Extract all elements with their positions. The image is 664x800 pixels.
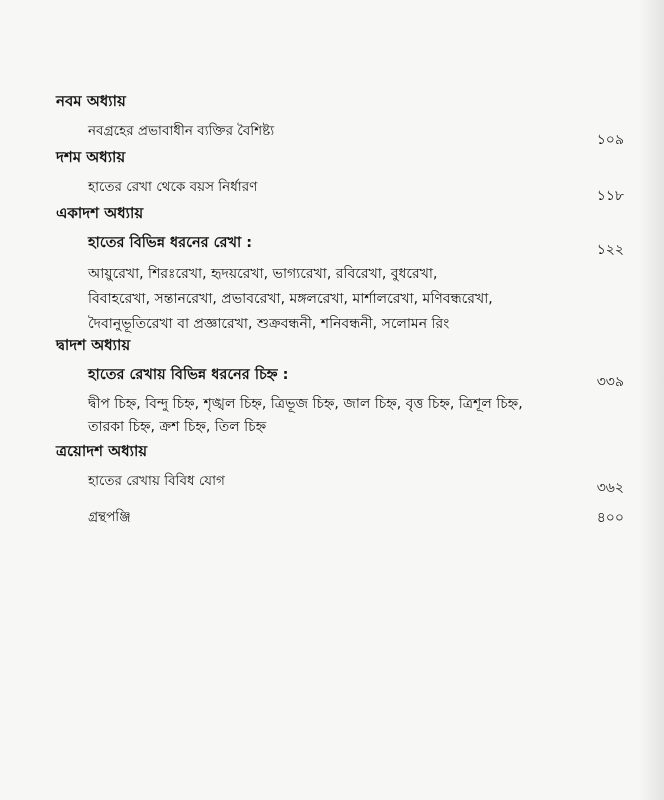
chapter-9-entry: নবগ্রহের প্রভাবাধীন ব্যক্তির বৈশিষ্ট্য	[88, 123, 275, 139]
chapter-13-entry: হাতের রেখায় বিবিধ যোগ	[88, 473, 225, 489]
page-edge-shadow	[638, 0, 664, 800]
chapter-13-title: ত্রয়োদশ অধ্যায়	[56, 442, 148, 460]
chapter-12-page: ৩৩৯	[596, 374, 624, 390]
chapter-11-page: ১২২	[596, 242, 624, 258]
chapter-12-sub-line: দ্বীপ চিহ্ন, বিন্দু চিহ্ন, শৃঙ্খল চিহ্ন, ত্রিভূজ চিহ্ন, জাল চিহ্ন, বৃত্ত চিহ্ন, ত্রিশূল চিহ্ন,	[88, 396, 523, 412]
chapter-10-entry: হাতের রেখা থেকে বয়স নির্ধারণ	[88, 179, 258, 195]
chapter-11-sub-line: বিবাহরেখা, সন্তানরেখা, প্রভাবরেখা, মঙ্গলরেখা, মার্শালরেখা, মণিবন্ধরেখা,	[88, 291, 493, 307]
chapter-12-entry: হাতের রেখায় বিভিন্ন ধরনের চিহ্ন :	[88, 367, 289, 383]
chapter-13-page: ৩৬২	[596, 480, 624, 496]
chapter-10-title: দশম অধ্যায়	[56, 148, 126, 166]
chapter-11-sub-line: দৈবানুভূতিরেখা বা প্রজ্ঞারেখা, শুক্রবন্ধনী, শনিবন্ধনী, সলোমন রিং	[88, 316, 450, 332]
chapter-11-entry: হাতের বিভিন্ন ধরনের রেখা :	[88, 235, 253, 251]
chapter-9-title: নবম অধ্যায়	[56, 92, 126, 110]
chapter-11-title: একাদশ অধ্যায়	[56, 204, 144, 222]
bibliography-entry: গ্রন্থপঞ্জি	[88, 509, 131, 525]
chapter-11-sub-line: আয়ুরেখা, শিরঃরেখা, হৃদয়রেখা, ভাগ্যরেখা, রবিরেখা, বুধরেখা,	[88, 266, 438, 282]
chapter-12-sub-line: তারকা চিহ্ন, ক্রশ চিহ্ন, তিল চিহ্ন	[88, 419, 267, 435]
chapter-9-page: ১০৯	[596, 132, 624, 148]
chapter-12-title: দ্বাদশ অধ্যায়	[56, 336, 131, 354]
bibliography-page: ৪০০	[596, 510, 624, 526]
chapter-10-page: ১১৮	[596, 188, 624, 204]
